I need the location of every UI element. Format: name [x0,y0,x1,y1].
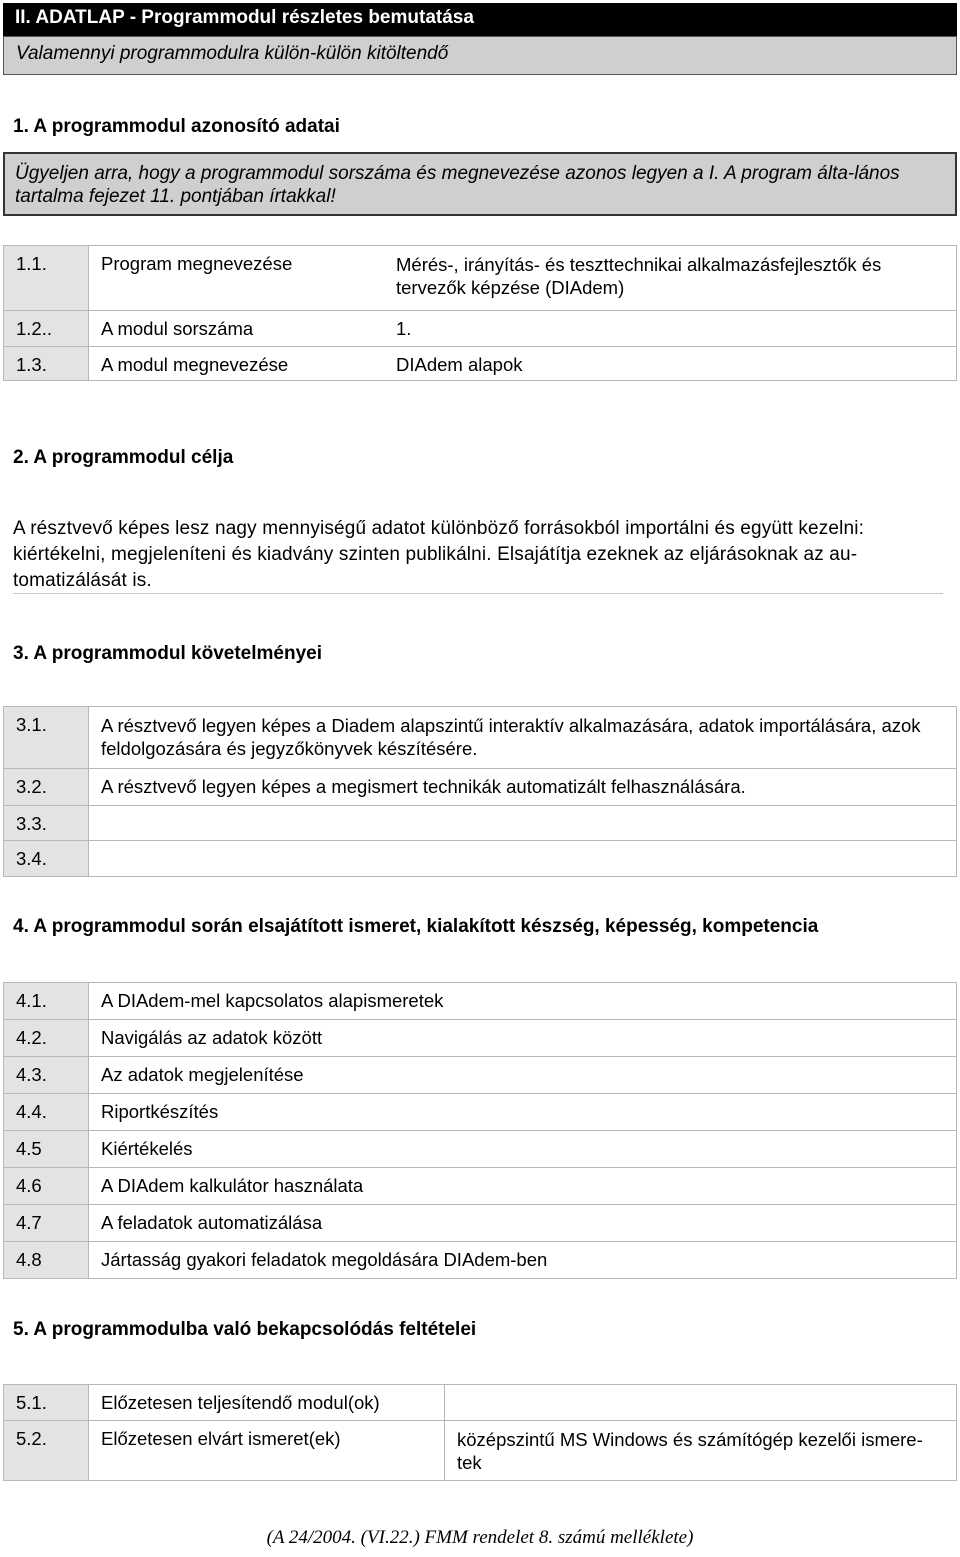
row-number: 4.4. [4,1094,89,1131]
row-number: 4.1. [4,983,89,1020]
row-label: A modul megnevezése [89,347,385,381]
row-number: 4.2. [4,1020,89,1057]
table-row [4,806,957,841]
row-text: A feladatok automatizálása [89,1205,957,1242]
table-row [4,1094,957,1131]
section1-table [3,245,957,381]
section1-heading: 1. A programmodul azonosító adatai [13,116,340,137]
row-text: Kiértékelés [89,1131,957,1168]
table-row [4,1421,957,1481]
table-row [4,707,957,769]
footer-note: (A 24/2004. (VI.22.) FMM rendelet 8. számú melléklete) [266,1527,694,1548]
row-text [89,806,957,841]
divider [13,593,943,594]
row-value: középszintű MS Windows és számítógép kezelői ismere-tek [445,1421,957,1481]
section5-heading: 5. A programmodulba való bekapcsolódás feltételei [13,1319,477,1340]
section2-text: A résztvevő képes lesz nagy mennyiségű adatot különböző forrásokból importálni és együtt kezelni: kiértékelni, megjeleníteni és kiadvány szinten publikálni. Elsajátítja ezeknek az eljárásoknak az au-tomatizálását is. [13,518,865,591]
row-label: Program megnevezése [89,246,385,311]
row-label: Előzetesen elvárt ismeret(ek) [89,1421,445,1481]
table-row [4,1168,957,1205]
table-row [4,1385,957,1421]
page-title: II. ADATLAP - Programmodul részletes bemutatása [3,3,957,39]
section4-heading: 4. A programmodul során elsajátított ismeret, kialakított készség, képesség, kompetencia [13,916,819,937]
row-number: 3.3. [4,806,89,841]
table-row [4,246,957,311]
table-row [4,841,957,877]
row-text: A DIAdem kalkulátor használata [89,1168,957,1205]
row-text: A résztvevő legyen képes a megismert technikák automatizált felhasználására. [89,769,957,806]
row-text [89,841,957,877]
row-number: 4.7 [4,1205,89,1242]
row-number: 4.5 [4,1131,89,1168]
row-number: 1.1. [4,246,89,311]
row-value: 1. [384,311,957,347]
section4-table [3,982,957,1279]
row-number: 4.6 [4,1168,89,1205]
page-subtitle: Valamennyi programmodulra külön-külön kitöltendő [3,36,957,75]
section3-heading: 3. A programmodul követelményei [13,643,323,664]
table-row [4,1057,957,1094]
row-text: A résztvevő legyen képes a Diadem alapszintű interaktív alkalmazására, adatok importálására, azok feldolgozására és jegyzőkönyvek készítésére. [89,707,957,769]
row-number: 3.1. [4,707,89,769]
section2-heading: 2. A programmodul célja [13,447,234,468]
row-number: 5.1. [4,1385,89,1421]
section1-note: Ügyeljen arra, hogy a programmodul sorszáma és megnevezése azonos legyen a I. A program álta-lános tartalma fejezet 11. pontjában írtakkal! [3,152,957,216]
table-row [4,1131,957,1168]
row-number: 3.2. [4,769,89,806]
table-row [4,1242,957,1279]
row-value: Mérés-, irányítás- és teszttechnikai alkalmazásfejlesztők és tervezők képzése (DIAdem) [384,246,957,311]
table-row [4,983,957,1020]
row-value: DIAdem alapok [384,347,957,381]
row-number: 5.2. [4,1421,89,1481]
row-text: Riportkészítés [89,1094,957,1131]
section3-table [3,706,957,877]
row-number: 4.3. [4,1057,89,1094]
row-text: Navigálás az adatok között [89,1020,957,1057]
table-row [4,347,957,381]
row-value [445,1385,957,1421]
table-row [4,1020,957,1057]
row-text: Jártasság gyakori feladatok megoldására DIAdem-ben [89,1242,957,1279]
row-number: 3.4. [4,841,89,877]
row-label: Előzetesen teljesítendő modul(ok) [89,1385,445,1421]
section5-table [3,1384,957,1481]
table-row [4,1205,957,1242]
row-text: Az adatok megjelenítése [89,1057,957,1094]
row-number: 4.8 [4,1242,89,1279]
row-number: 1.2.. [4,311,89,347]
row-number: 1.3. [4,347,89,381]
row-text: A DIAdem-mel kapcsolatos alapismeretek [89,983,957,1020]
row-label: A modul sorszáma [89,311,385,347]
table-row [4,311,957,347]
table-row [4,769,957,806]
